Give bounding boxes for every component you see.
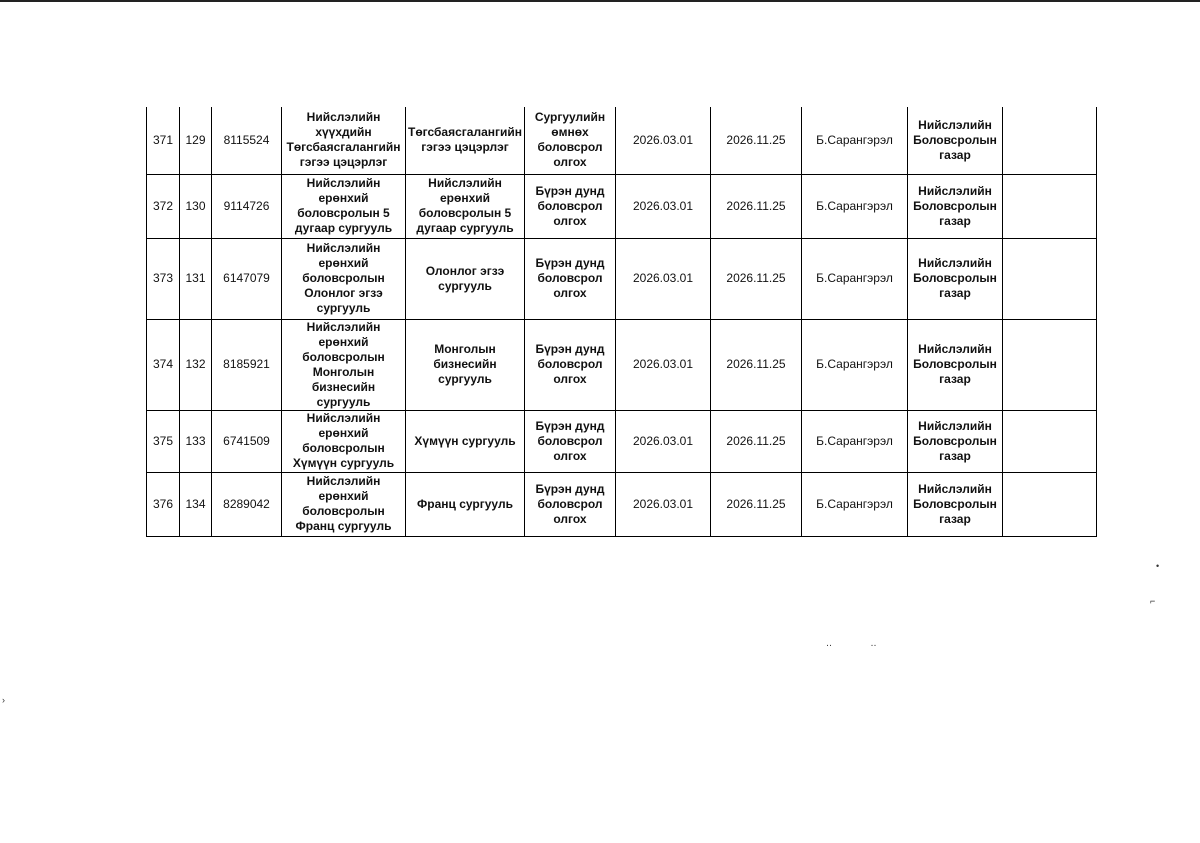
scan-speck: ‥ ‥ bbox=[826, 638, 895, 648]
table-row bbox=[147, 107, 1097, 174]
cell-level: Бүрэн дунд боловсрол олгох bbox=[525, 472, 616, 536]
cell-no: 372 bbox=[147, 174, 180, 238]
cell-start-date: 2026.03.01 bbox=[616, 472, 711, 536]
cell-level: Сургуулийн өмнөх боловсрол олгох bbox=[525, 107, 616, 174]
cell-name: Нийслэлийн ерөнхий боловсролын 5 дугаар сургууль bbox=[282, 174, 406, 238]
cell-name: Нийслэлийн ерөнхий боловсролын Хүмүүн сургууль bbox=[282, 410, 406, 472]
cell-organization: Нийслэлийн Боловсролын газар bbox=[908, 174, 1003, 238]
cell-level: Бүрэн дунд боловсрол олгох bbox=[525, 238, 616, 319]
cell-person: Б.Сарангэрэл bbox=[802, 238, 908, 319]
cell-end-date: 2026.11.25 bbox=[711, 174, 802, 238]
cell-name: Нийслэлийн хүүхдийн Төгсбаясгалангийн гэгээ цэцэрлэг bbox=[282, 107, 406, 174]
cell-sub-no: 133 bbox=[180, 410, 212, 472]
cell-end-date: 2026.11.25 bbox=[711, 319, 802, 410]
cell-reg-no: 8185921 bbox=[212, 319, 282, 410]
cell-note bbox=[1003, 410, 1097, 472]
cell-end-date: 2026.11.25 bbox=[711, 472, 802, 536]
cell-start-date: 2026.03.01 bbox=[616, 174, 711, 238]
cell-person: Б.Сарангэрэл bbox=[802, 319, 908, 410]
cell-level: Бүрэн дунд боловсрол олгох bbox=[525, 410, 616, 472]
cell-short-name: Төгсбаясгалангийн гэгээ цэцэрлэг bbox=[406, 107, 525, 174]
table-row bbox=[147, 238, 1097, 319]
cell-note bbox=[1003, 238, 1097, 319]
cell-start-date: 2026.03.01 bbox=[616, 238, 711, 319]
cell-organization: Нийслэлийн Боловсролын газар bbox=[908, 238, 1003, 319]
cell-sub-no: 134 bbox=[180, 472, 212, 536]
cell-reg-no: 9114726 bbox=[212, 174, 282, 238]
scan-speck: ⌐ bbox=[1150, 596, 1156, 606]
cell-organization: Нийслэлийн Боловсролын газар bbox=[908, 472, 1003, 536]
cell-reg-no: 8289042 bbox=[212, 472, 282, 536]
cell-short-name: Монголын бизнесийн сургууль bbox=[406, 319, 525, 410]
cell-person: Б.Сарангэрэл bbox=[802, 174, 908, 238]
table-row bbox=[147, 319, 1097, 410]
cell-note bbox=[1003, 107, 1097, 174]
cell-name: Нийслэлийн ерөнхий боловсролын Олонлог эгзэ сургууль bbox=[282, 238, 406, 319]
cell-short-name: Франц сургууль bbox=[406, 472, 525, 536]
cell-start-date: 2026.03.01 bbox=[616, 319, 711, 410]
cell-reg-no: 6147079 bbox=[212, 238, 282, 319]
cell-reg-no: 8115524 bbox=[212, 107, 282, 174]
cell-person: Б.Сарангэрэл bbox=[802, 107, 908, 174]
cell-start-date: 2026.03.01 bbox=[616, 410, 711, 472]
cell-organization: Нийслэлийн Боловсролын газар bbox=[908, 107, 1003, 174]
scan-speck: › bbox=[2, 695, 5, 705]
cell-start-date: 2026.03.01 bbox=[616, 107, 711, 174]
cell-reg-no: 6741509 bbox=[212, 410, 282, 472]
cell-no: 371 bbox=[147, 107, 180, 174]
cell-no: 375 bbox=[147, 410, 180, 472]
cell-end-date: 2026.11.25 bbox=[711, 410, 802, 472]
cell-note bbox=[1003, 319, 1097, 410]
table-row bbox=[147, 472, 1097, 536]
cell-note bbox=[1003, 472, 1097, 536]
cell-person: Б.Сарангэрэл bbox=[802, 472, 908, 536]
cell-end-date: 2026.11.25 bbox=[711, 107, 802, 174]
cell-sub-no: 132 bbox=[180, 319, 212, 410]
cell-sub-no: 130 bbox=[180, 174, 212, 238]
cell-level: Бүрэн дунд боловсрол олгох bbox=[525, 174, 616, 238]
table-row bbox=[147, 410, 1097, 472]
cell-name: Нийслэлийн ерөнхий боловсролын Монголын бизнесийн сургууль bbox=[282, 319, 406, 410]
scan-speck: • bbox=[1156, 561, 1160, 571]
cell-sub-no: 131 bbox=[180, 238, 212, 319]
cell-end-date: 2026.11.25 bbox=[711, 238, 802, 319]
cell-no: 374 bbox=[147, 319, 180, 410]
cell-short-name: Хүмүүн сургууль bbox=[406, 410, 525, 472]
cell-organization: Нийслэлийн Боловсролын газар bbox=[908, 319, 1003, 410]
cell-no: 373 bbox=[147, 238, 180, 319]
cell-short-name: Олонлог эгзэ сургууль bbox=[406, 238, 525, 319]
cell-sub-no: 129 bbox=[180, 107, 212, 174]
scan-top-border bbox=[0, 0, 1200, 2]
cell-no: 376 bbox=[147, 472, 180, 536]
cell-short-name: Нийслэлийн ерөнхий боловсролын 5 дугаар сургууль bbox=[406, 174, 525, 238]
cell-person: Б.Сарангэрэл bbox=[802, 410, 908, 472]
records-table bbox=[146, 107, 1097, 537]
cell-note bbox=[1003, 174, 1097, 238]
cell-organization: Нийслэлийн Боловсролын газар bbox=[908, 410, 1003, 472]
cell-name: Нийслэлийн ерөнхий боловсролын Франц сургууль bbox=[282, 472, 406, 536]
table-row bbox=[147, 174, 1097, 238]
cell-level: Бүрэн дунд боловсрол олгох bbox=[525, 319, 616, 410]
